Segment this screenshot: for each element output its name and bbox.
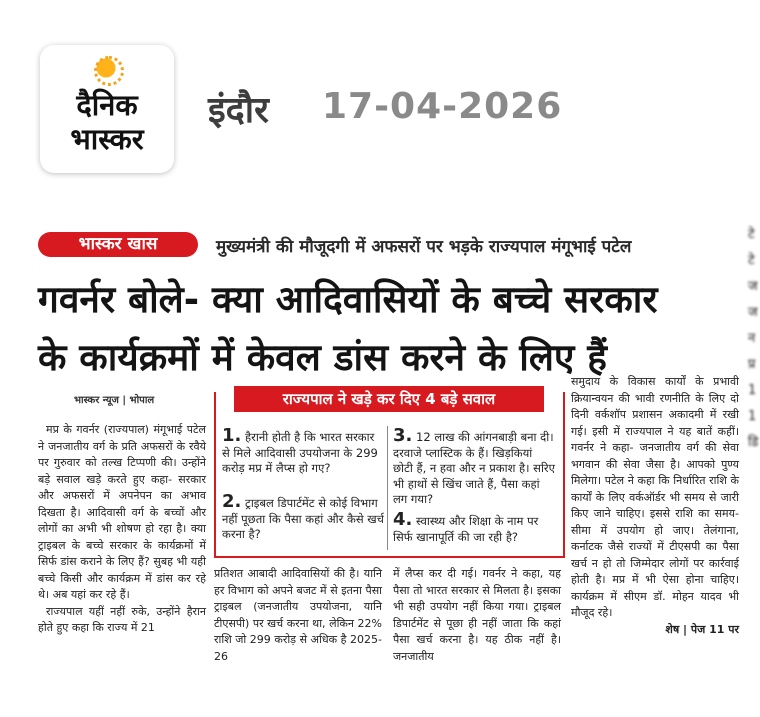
logo-line2: भास्कर bbox=[70, 122, 144, 156]
questions-box-title: राज्यपाल ने खड़े कर दिए 4 बड़े सवाल bbox=[234, 386, 544, 412]
question-1 bbox=[222, 425, 384, 477]
question-1-number: 1. bbox=[222, 425, 242, 446]
column-3-text: में लैप्स कर दी गई। गवर्नर ने कहा, यह पैसा तो भारत सरकार से मिलता है। इसका भी सही उपयोग नहीं किया गया। ट्राइबल डिपार्टमेंट से पूछा ही नहीं जाता कि कहां पैसा खर्च करना है। यह ठीक नहीं है। जनजातीय bbox=[393, 567, 561, 663]
continuation-note: शेष | पेज 11 पर bbox=[665, 622, 739, 636]
headline-line1: गवर्नर बोले- क्या आदिवासियों के बच्चे सरकार bbox=[38, 278, 658, 321]
adjacent-column-fragment: टे टे ज ज न प्र 1 1 डि bbox=[748, 227, 759, 450]
question-4 bbox=[393, 509, 555, 545]
headline-line2: के कार्यक्रमों में केवल डांस करने के लिए हैं bbox=[38, 336, 607, 379]
dainik-bhaskar-logo bbox=[40, 45, 174, 173]
column-3 bbox=[393, 566, 561, 665]
column-1 bbox=[38, 422, 206, 637]
edition-date: 17-04-2026 bbox=[322, 86, 563, 127]
question-3-number: 3. bbox=[393, 425, 413, 446]
column-1-para-2: राज्यपाल यहीं नहीं रुके, उन्होंने हैरान होते हुए कहा कि राज्य में 21 bbox=[38, 604, 206, 634]
logo-line1: दैनिक bbox=[76, 88, 138, 122]
sun-icon bbox=[91, 53, 121, 83]
kicker-headline: मुख्यमंत्री की मौजूदगी में अफसरों पर भड़के राज्यपाल मंगूभाई पटेल bbox=[216, 237, 632, 257]
section-badge: भास्कर खास bbox=[38, 232, 198, 257]
column-2-text: प्रतिशत आबादी आदिवासियों की है। यानि हर विभाग को अपने बजट में से इतना पैसा ट्राइबल (जनजातीय उपयोजना, यानि टीएसपी) पर खर्च करना था, लेकिन 22% राशि जो 299 करोड़ से अधिक है 2025-26 bbox=[214, 567, 382, 663]
column-4 bbox=[571, 374, 739, 638]
byline: भास्कर न्यूज | भोपाल bbox=[74, 395, 155, 406]
column-2 bbox=[214, 566, 382, 665]
questions-box bbox=[214, 392, 565, 558]
newspaper-clipping bbox=[0, 222, 760, 717]
question-3-text: 12 लाख की आंगनबाड़ी बना दी। दरवाजे प्लास्टिक के हैं। खिड़कियां छोटी हैं, न हवा और न प्रकाश है। सरिए भी हाथों से खिंच जाते हैं, पैसा कहां लग गया? bbox=[393, 430, 555, 506]
column-4-text: समुदाय के विकास कार्यों के प्रभावी क्रियान्वयन की भावी रणनीति के लिए दो दिनी वर्कशॉप प्रशासन अकादमी में रखी गई। इसी में राज्यपाल ने यह बातें कहीं। गवर्नर ने कहा- जनजातीय वर्ग की सेवा भगवान की सेवा जैसा है। आपको पुण्य मिलेगा। पटेल ने कहा कि निर्धारित राशि के कार्यों के लिए वर्कऑर्डर भी समय से जारी किए जाने चाहिए। इससे राशि का समय-सीमा में उपयोग हो जाए। तेलंगाना, कर्नाटक जैसे राज्यों में टीएसपी का पैसा खर्च न हो तो जिम्मेदार लोगों पर कार्रवाई होती है। मप्र में भी ऐसा होना चाहिए। कार्यक्रम में सीएम डॉ. मोहन यादव भी मौजूद रहे। bbox=[571, 375, 739, 619]
question-4-text: स्वास्थ्य और शिक्षा के नाम पर सिर्फ खानापूर्ति की जा रही है? bbox=[393, 514, 539, 544]
question-1-text: हैरानी होती है कि भारत सरकार से मिले आदिवासी उपयोजना के 299 करोड़ मप्र में लैप्स हो गए? bbox=[222, 430, 378, 475]
column-1-para-1: मप्र के गवर्नर (राज्यपाल) मंगूभाई पटेल ने जनजातीय वर्ग के प्रति अफसरों के रवैये पर गुरुवार को तल्ख टिप्पणी की। उन्होंने बड़े सवाल खड़े करते हुए कहा- सरकार और अफसरों में अपनेपन का अभाव दिखता है। आदिवासी वर्ग के बच्चों और लोगों का अभी भी शोषण हो रहा है। क्या ट्राइबल के बच्चे सरकार के कार्यक्रमों में सिर्फ डांस कराने के लिए हैं? सुबह भी यही बच्चे किसी और कार्यक्रम में डांस कर रहे थे। अब यहां कर रहे हैं। bbox=[38, 423, 206, 601]
question-2 bbox=[222, 491, 384, 543]
question-2-text: ट्राइबल डिपार्टमेंट से कोई विभाग नहीं पूछता कि पैसा कहां और कैसे खर्च करना है? bbox=[222, 496, 384, 541]
box-divider bbox=[387, 426, 388, 550]
edition-name: इंदौर bbox=[208, 90, 269, 131]
question-2-number: 2. bbox=[222, 491, 242, 512]
question-3 bbox=[393, 425, 555, 508]
question-4-number: 4. bbox=[393, 509, 413, 530]
